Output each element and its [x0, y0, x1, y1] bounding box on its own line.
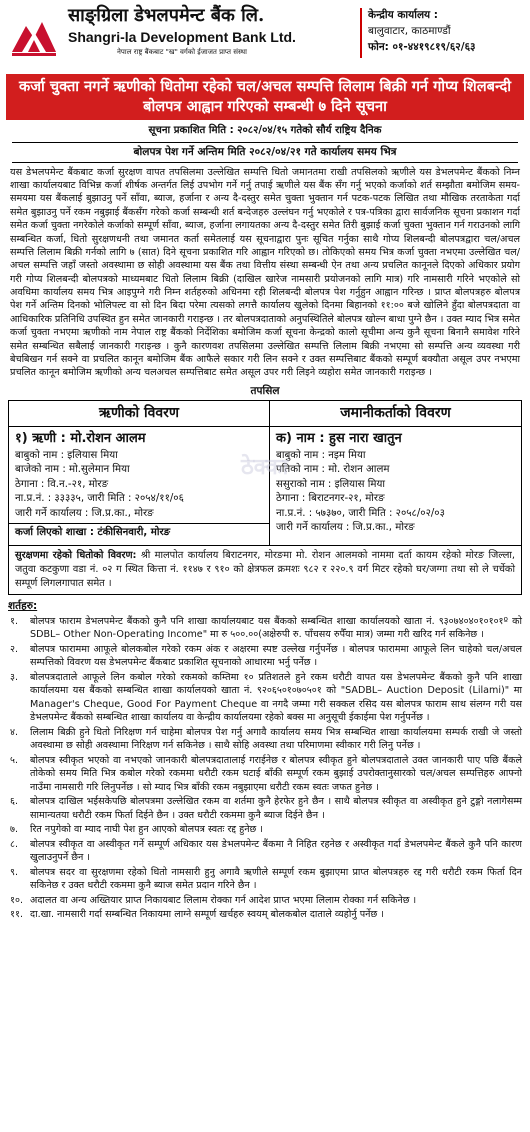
term-item — [8, 823, 522, 837]
term-item — [8, 838, 522, 865]
borrower-issuing-office: जारी गर्ने कार्यालय : जि.प्र.का., मोरङ — [15, 507, 154, 519]
bank-brand — [8, 6, 360, 70]
table-body — [9, 427, 521, 545]
term-item — [8, 866, 522, 893]
guarantor-name: क) नाम : हुस नारा खातुन — [276, 430, 402, 446]
term-number: ११. — [10, 909, 24, 921]
term-text: बोलपत्र सदर वा सुरक्षणमा रहेको धितो नामसारी हुनु अगावै ऋणीले सम्पूर्ण रकम बुझाएमा प्राप्त बोलपत्रहरु रद्द गरी धरौटी रकम फिर्ता दिन सकिनेछ र उक्त धरौटी रकममा कुनै ब्याज समेत प्रदान गरिने छैन । — [30, 866, 522, 892]
office-location: बालुवाटार, काठमाण्डौं — [368, 24, 451, 37]
term-item — [8, 726, 522, 753]
guarantor-citizenship: ना.प्र.नं. : ५७३७०, जारी मिति : २०५८/०२/०३ — [276, 507, 445, 519]
term-number: ३. — [10, 671, 19, 683]
term-number: १. — [10, 615, 19, 627]
terms-list — [8, 615, 522, 922]
guarantor-address: ठेगाना : बिराटनगर-२१, मोरङ — [276, 493, 385, 505]
term-item — [8, 795, 522, 822]
term-text: बोलपत्र फाराममा आफूले बोलकबोल गरेको रकम अंक र अक्षरमा स्पष्ट उल्लेख गर्नुपर्नेछ । बोलपत्र फाराममा आफूले लिन चाहेको चल/अचल सम्पत्तिको विवरण यस डेभलपमेन्ट बैंकबाट प्रकाशित सूचनाको आधारमा भर्नु पर्नेछ । — [30, 643, 522, 669]
term-item — [8, 908, 522, 922]
guarantor-column-title: जमानीकर्ताको विवरण — [340, 404, 451, 421]
borrower-grandfather: बाजेको नाम : मो.सुलेमान मिया — [15, 464, 130, 476]
office-info — [360, 8, 476, 58]
collateral-text: श्री मालपोत कार्यालय बिराटनगर, मोरङमा मो. रोशन आलमको नाममा दर्ता कायम रहेको मोरङ जिल्ला, जतुवा कटकुणा वडा नं. ०२ ग स्थित कित्ता नं. ११४७ र ९१० को क्षेत्रफल क्रमशः ९८२ र २२०.९ वर्ग मिटर रहेको घर/जग्गा तथा सो ले चर्चेको सम्पूर्ण लिगलगापात समेत । — [15, 549, 515, 590]
schedule-label: तपसिल — [250, 384, 280, 397]
borrower-citizenship: ना.प्र.नं. : ३३३३५, जारी मिति : २०५४/११/०६ — [15, 493, 184, 505]
term-number: ६. — [10, 796, 19, 808]
guarantor-details — [270, 427, 521, 545]
term-text: बोलपत्र दाखिल भईसकेपछि बोलपत्रमा उल्लेखित रकम वा शर्तमा कुनै हेरफेर हुने छैन । साथै बोलपत्र स्वीकृत वा अस्वीकृत हुने टुङ्गो नलागेसम्म सामान्यतया धरौटी रकम फिर्ता दिईने छैन । उक्त धरौटी रकममा कुनै ब्याज दिईने छैन । — [30, 796, 522, 821]
borrower-details — [9, 427, 270, 545]
bid-deadline-line: बोलपत्र पेश गर्ने अन्तिम मिति २०८२/०४/२१ गते कार्यालय समय भित्र — [12, 142, 518, 162]
notice-title: कर्जा चुक्ता नगर्ने ऋणीको धितोमा रहेको चल/अचल सम्पत्ति लिलाम बिक्री गर्न गोप्य शिलबन्दी बोलपत्र आह्वान गरिएको सम्बन्धी ७ दिने सूचना — [6, 74, 524, 120]
header — [8, 6, 522, 70]
borrower-address: ठेगाना : वि.न.-२१, मोरङ — [15, 478, 109, 490]
bank-name-nepali: साङ्ग्रिला डेभलपमेन्ट बैंक लि. — [68, 5, 265, 26]
guarantor-father: बाबुको नाम : नइम मिया — [276, 449, 366, 461]
borrower-column-title: ऋणीको विवरण — [9, 401, 270, 426]
loan-branch: कर्जा लिएको शाखा : टंकीसिनवारी, मोरङ — [9, 523, 269, 542]
office-phone: फोन: ०१-४४१९८१९/६२/६३ — [368, 40, 476, 53]
guarantor-issuing-office: जारी गर्ने कार्यालय : जि.प्र.का., मोरङ — [276, 522, 415, 534]
term-number: ५. — [10, 754, 19, 766]
term-number: ७. — [10, 824, 19, 836]
term-text: दा.खा. नामसारी गर्दा सम्बन्धित निकायमा लाग्ने सम्पूर्ण खर्चहरु स्वयम् बोलकबोल दाताले व्यहोर्नु पर्नेछ । — [30, 909, 384, 921]
term-item — [8, 643, 522, 670]
term-number: ९. — [10, 866, 19, 878]
details-table — [8, 400, 522, 595]
term-text: रित नपुगेको वा म्याद नाघी पेश हुन आएको बोलपत्र स्वतः रद्द हुनेछ । — [30, 824, 263, 836]
term-text: बोलपत्रदाताले आफूले लिन कबोल गरेको रकमको कम्तिमा १० प्रतिशतले हुने रकम धरौटी वापत यस डेभलपमेन्ट बैंकको कुनै पनि शाखा कार्यालयमा यस बैंकको सम्बन्धित शाखा कार्यालयको खाता नं. ९२०६५०१०७०५०१ को "SADBL– Auction Deposit (Lilami)" मा Manager's Cheque, Good For Payment Cheque वा नगदै जम्मा गरी सक्कल रसिद यस बोलपत्र फाराम साथ संलग्न गरी यस डेभलपमेन्ट बैंकको सम्बन्धित शाखा कार्यालय वा केन्द्रीय कार्यालयमा रहेको बक्स मा अनुसूची ईकाईमा पेश गर्नुपर्नेछ । — [30, 671, 522, 724]
term-text: अदालत वा अन्य अख्तियार प्राप्त निकायबाट लिलाम रोक्का गर्न आदेश प्राप्त भएमा लिलाम रोक्का गर्न सकिनेछ । — [30, 894, 417, 906]
term-text: बोलपत्र फाराम डेभलपमेन्ट बैंकको कुनै पनि शाखा कार्यालयबाट यस बैंकको सम्बन्धित शाखा कार्यालयको खाता नं. ९३०७४०४०१०१०१º को SDBL– Other Non-Operating Income" मा रु ५००.००(अक्षेरुपी रु. पाँचसय रुपैँया मात्र) जम्मा गरी खरिद गर्न सकिनेछ । — [30, 615, 522, 641]
term-item — [8, 894, 522, 908]
term-number: ४. — [10, 726, 19, 738]
table-header — [9, 401, 521, 427]
office-title: केन्द्रीय कार्यालय : — [368, 9, 439, 21]
collateral-details — [9, 545, 521, 595]
notice-body: यस डेभलपमेन्ट बैंकबाट कर्जा सुरक्षण वापत तपसिलमा उल्लेखित सम्पत्ति धितो जमानतमा राखी तपसिलको ऋणीले यस डेभलपमेन्ट बैंकको निम्न शाखा कार्यालयबाट विभिन्न कर्जा शीर्षक अन्तर्गत लिई उपभोग गर्ने गर्नु तपाई ऋणीले यस बैंक सँग गर्नु भएको कर्जाको शर्त सम्झौता बमोजिम समय-समयमा यस बैंकलाई बुझाउनु पर्ने साँवा, ब्याज, हर्जाना र अन्य दै-दस्तुर समेत चुक्ता भुक्तान गर्न पटक-पटक लिखित तथा मौखिक तरताकेता गर्दा समेत बुझाउनु पर्ने रकम नबुझाई बैंकसँग गरेको कर्जा सम्बन्धी शर्त बन्देजहरु उल्लंघन गर्नु भएकोले र पत्र-पत्रिका द्वारा सार्वजनिक सूचना प्रकाशन गर्दा समेत कर्जा चुक्ता नगरेकोले कर्जाको सम्पूर्ण साँवा, ब्याज, हर्जाना लगायतका अन्य दै-दस्तुर समेत तिरी बुझाई कर्जा चुक्ता भुक्तान गर्न गराउनको लागि सम्बन्धित कर्जा, धितो सुरक्षणधनी तथा जमानत कर्ता समेतलाई यस सूचनाद्वारा पुनः सूचित गर्नुका साथै गोप्य शिलबन्दी बोलपत्रद्वारा चल/अचल सम्पत्ति लिलाम बिक्री गर्नको लागि ७ (सात) दिने सूचना प्रकाशित गरि आह्वान गरिएको छ। तोकिएको समय भित्र कर्जा चुक्ता नभएमा उल्लेखित चल/अचल सम्पत्ति जहाँ जस्तो अवस्थामा छ सोही अवस्थामा यस बैंक तथा वित्तीय संस्था सम्बन्धी ऐन तथा अन्य प्रचलित कानूनले दिएको अधिकार प्रयोग गरी गोप्य शिलबन्दी बोलपत्रको माध्यमबाट धितो लिलाम बिक्री (दाखिल खारेज नामसारी प्रयोजनको लागि मात्र) गरि नामसारी गरिने भएकोले सो अवधिमा कार्यालय समय भित्र आइपुग्ने गरी निम्न शर्तहरुको अधिनमा रही शिलबन्दी बोलपत्र पेश गर्नुहुन आह्वान गरिन्छ । प्राप्त बोलपत्रहरु बोलपत्र पेश गर्ने अन्तिम दिनको भोलिपल्ट वा सो दिन बिदा परेमा त्यसको लगत्तै कार्यालय खुलेको दिनमा बिहानको ११:०० बजे खोलिने हुँदा बोलपत्रदाता वा आधिकारिक प्रतिनिधि उपस्थित हुन समेत जानकारी गराइन्छ । तर बोलपत्रदाताको अनुपस्थितिले बोलपत्र खोल्न बाधा पुग्ने छैन । उक्त म्याद भित्र समेत कर्जा चुक्ता नभएमा ऋणीको नाम नेपाल राष्ट्र बैंकको निर्देशिका बमोजिम कर्जा सूचना केन्द्रको कालो सूचीमा अन्य कुनै सूचना बिनानै समावेश गरिने समेत सम्बन्धित सबैलाई जानकारी गराइन्छ । कुनै कारणवश तपसिलमा उल्लेखित सम्पत्ति लिलाम बिक्री नभएमा सो सम्पत्ति अन्य व्यवस्था गरी बेचबिखन गर्न सक्ने वा प्रचलित कानून बमोजिम बैंक आफैले सकार गरी लिन सक्ने र उक्त सम्पत्तिबाट बैंकको सम्पूर्ण बक्यौता असूल उपर नभएमा प्रचलित कानून बमोजिम ऋणीको अन्य चलअचल सम्पत्तिबाट समेत असूल उपर गरी लिइने व्यहोरा समेत जानकारी गराइन्छ । — [10, 166, 520, 379]
term-item — [8, 615, 522, 642]
guarantor-husband: पतिको नाम : मो. रोशन आलम — [276, 464, 390, 476]
bank-tagline: नेपाल राष्ट्र बैंकबाट "ख" वर्गको ईजाजत प्राप्त संस्था — [117, 47, 247, 56]
term-item — [8, 671, 522, 725]
collateral-label: सुरक्षणमा रहेको धितोको विवरण: — [15, 549, 137, 561]
term-text: बोलपत्र स्वीकृत भएको वा नभएको जानकारी बोलपत्रदातालाई गराईनेछ र बोलपत्र स्वीकृत हुने बोलपत्रदाताले उक्त जानकारी पाए पछि बैंकले तोकेको समय मिति भित्र कबोल गरेको रकममा धरौटी रकम घटाई बाँकी सम्पूर्ण रकम बुझाई उपरोक्तानुसारको चल/अचल सम्पत्तिहरु आफ्नो नाउँमा नामसारी गरि लिनुपर्नेछ । सो म्याद भित्र बाँकी रकम नबुझाएमा धरौटी रकम स्वतः जफत हुनेछ । — [30, 754, 522, 793]
term-text: लिलाम बिक्री हुने धितो निरिक्षण गर्न चाहेमा बोलपत्र पेश गर्नु अगावै कार्यालय समय भित्र सम्बन्धित शाखा कार्यालयमा सम्पर्क राखी जे जस्तो अवस्थामा छ सोही अवस्थामा निरिक्षण गर्न सकिनेछ । साथै सोहि अवस्था तथा परिमाणमा स्वीकार गरी लिनु पर्नेछ । — [30, 726, 522, 752]
term-number: १०. — [10, 894, 24, 906]
term-text: बोलपत्र स्वीकृत वा अस्वीकृत गर्ने सम्पूर्ण अधिकार यस डेभलपमेन्ट बैंकमा नै निहित रहनेछ र अस्वीकृत गर्दा डेभलपमेन्ट बैंकले कुनै पनि कारण खुलाउनुपर्ने छैन । — [30, 838, 522, 864]
term-number: ८. — [10, 838, 19, 850]
term-number: २. — [10, 643, 19, 655]
publish-date-line: सूचना प्रकाशित मिति : २०८२/०४/१५ गतेको सौर्य राष्ट्रिय दैनिक — [148, 125, 382, 137]
guarantor-father-in-law: ससुराको नाम : इलियास मिया — [276, 478, 386, 490]
term-item — [8, 754, 522, 795]
shangri-la-logo-icon — [8, 8, 60, 60]
watermark: ठेक्का — [241, 454, 289, 480]
bank-name-english: Shangri-la Development Bank Ltd. — [68, 28, 296, 45]
borrower-name: १) ऋणी : मो.रोशन आलम — [15, 430, 146, 446]
terms-heading: शर्तहरु: — [8, 600, 38, 613]
borrower-father: बाबुको नाम : इलियास मिया — [15, 449, 118, 461]
